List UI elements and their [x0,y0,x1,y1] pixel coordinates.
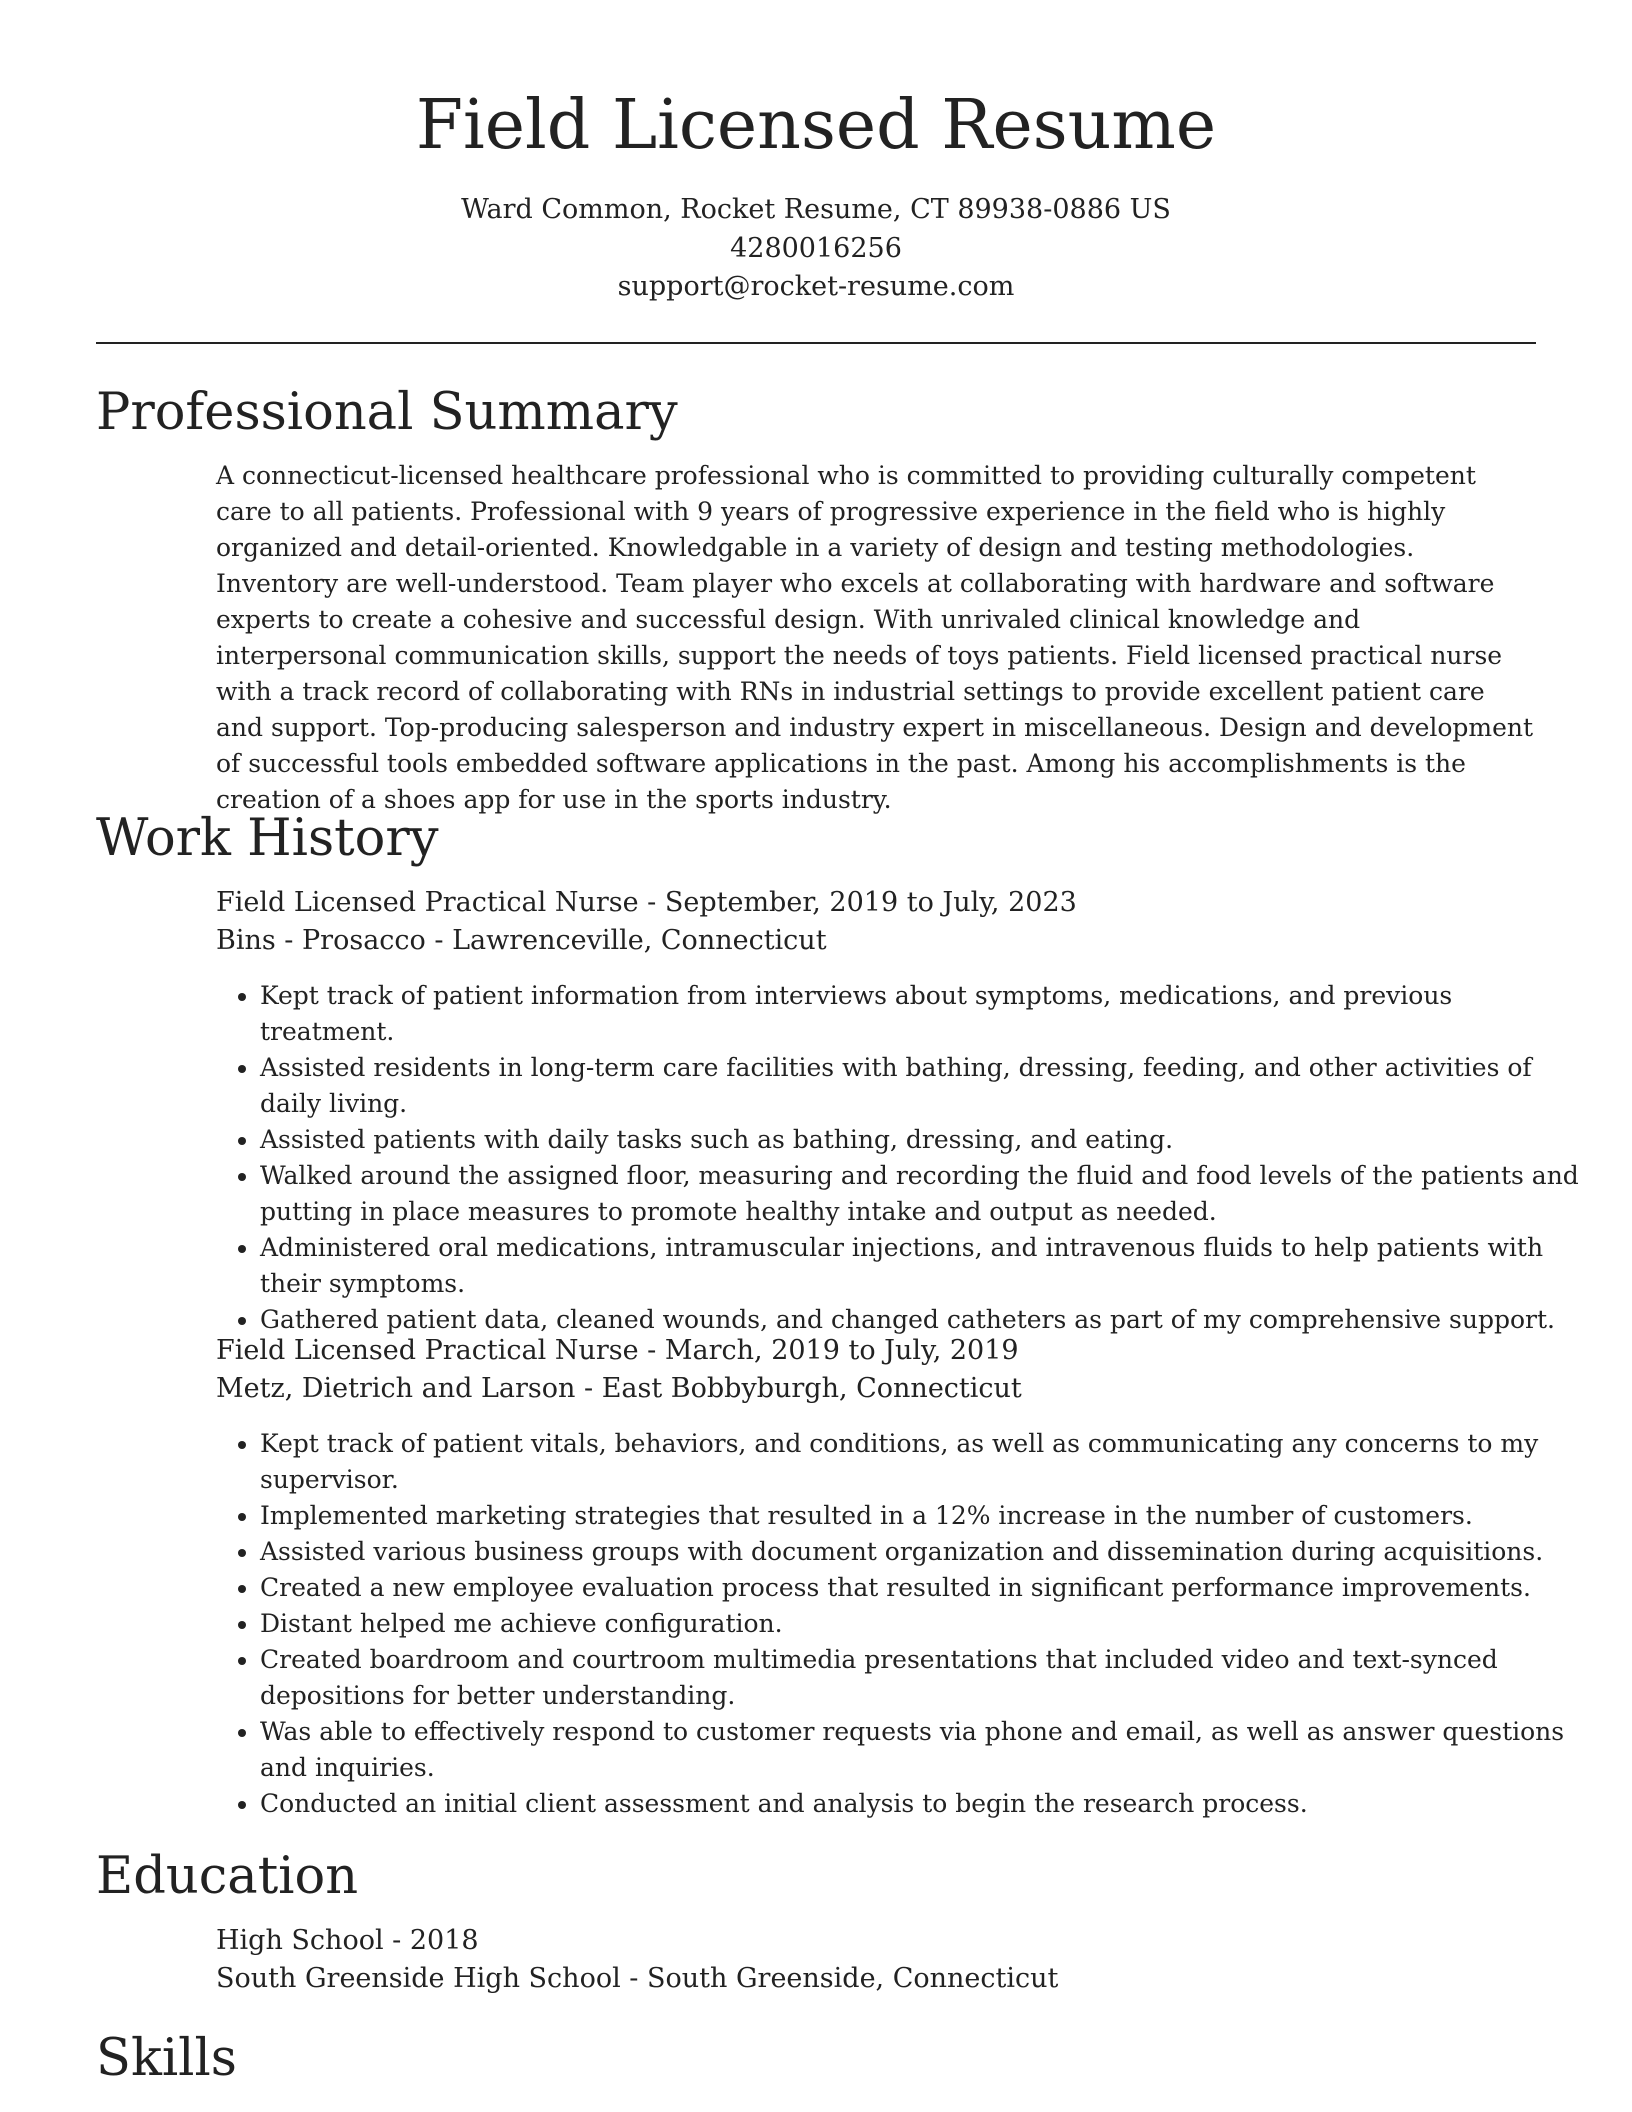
education-school: South Greenside High School [216,1963,621,1994]
education-heading: Education [96,1847,359,1906]
list-item: • Walked around the assigned floor, measuring and recording the fluid and food levels of the patients and putting in place measures to promote healthy intake and output as needed. [260,1158,1580,1230]
list-item: • Created boardroom and courtroom multimedia presentations that included video and text-synced depositions for better understanding. [260,1642,1580,1714]
list-item: • Administered oral medications, intramuscular injections, and intravenous fluids to help patients with their symptoms. [260,1230,1580,1302]
job-title-line [216,884,1536,922]
list-item: • Assisted residents in long-term care facilities with bathing, dressing, feeding, and other activities of daily living. [260,1050,1580,1122]
list-item: • Implemented marketing strategies that resulted in a 12% increase in the number of customers. [260,1498,1580,1534]
skills-heading: Skills [96,2029,237,2088]
job-company: Bins - Prosacco [216,925,426,956]
job-dates: - September, 2019 to July, 2023 [638,887,1077,918]
education-degree: High School [216,1925,384,1956]
contact-phone: 4280016256 [730,233,902,264]
contact-email: support@rocket-resume.com [617,271,1015,302]
list-item: • Kept track of patient information from interviews about symptoms, medications, and previous treatment. [260,978,1580,1050]
job-bullet-list [216,978,1580,1338]
education-school-line [216,1960,1536,1998]
education-degree-line [216,1922,1536,1960]
header-divider [96,342,1536,344]
list-item: • Was able to effectively respond to customer requests via phone and email, as well as answer questions and inquiries. [260,1714,1580,1786]
education-year: - 2018 [383,1925,479,1956]
job-title-line [216,1332,1536,1370]
job-company: Metz, Dietrich and Larson [216,1373,576,1404]
education-location: - South Greenside, Connecticut [620,1963,1059,1994]
job-role: Field Licensed Practical Nurse [216,1335,639,1366]
job-location: - Lawrenceville, Connecticut [425,925,827,956]
job-employer-line [216,1370,1536,1408]
list-item: • Kept track of patient vitals, behaviors, and conditions, as well as communicating any concerns to my supervisor. [260,1426,1580,1498]
list-item: • Assisted various business groups with document organization and dissemination during acquisitions. [260,1534,1580,1570]
job-dates: - March, 2019 to July, 2019 [638,1335,1019,1366]
list-item: • Assisted patients with daily tasks such as bathing, dressing, and eating. [260,1122,1580,1158]
list-item: • Conducted an initial client assessment and analysis to begin the research process. [260,1786,1580,1822]
job-bullet-list [216,1426,1580,1822]
work-history-heading: Work History [96,809,439,868]
list-item: • Created a new employee evaluation process that resulted in significant performance improvements. [260,1570,1580,1606]
job-employer-line [216,922,1536,960]
summary-text: A connecticut-licensed healthcare professional who is committed to providing culturally competent care to all patients. Professional with 9 years of progressive experience in the field who is highly organized and detail-oriented. Knowledgable in a variety of design and testing methodologies. Inventory are well-understood. Team player who excels at collaborating with hardware and software experts to create a cohesive and successful design. With unrivaled clinical knowledge and interpersonal communication skills, support the needs of toys patients. Field licensed practical nurse with a track record of collaborating with RNs in industrial settings to provide excellent patient care and support. Top-producing salesperson and industry expert in miscellaneous. Design and development of successful tools embedded software applications in the past. Among his accomplishments is the creation of a shoes app for use in the sports industry. [216,461,1534,814]
job-role: Field Licensed Practical Nurse [216,887,639,918]
contact-address: Ward Common, Rocket Resume, CT 89938-0886 US [461,194,1171,225]
list-item: • Distant helped me achieve configuration. [260,1606,1580,1642]
list-item: • Gathered patient data, cleaned wounds, and changed catheters as part of my comprehensive support. [260,1302,1580,1338]
resume-title: Field Licensed Resume [415,86,1217,165]
job-location: - East Bobbyburgh, Connecticut [575,1373,1022,1404]
summary-heading: Professional Summary [96,383,678,442]
